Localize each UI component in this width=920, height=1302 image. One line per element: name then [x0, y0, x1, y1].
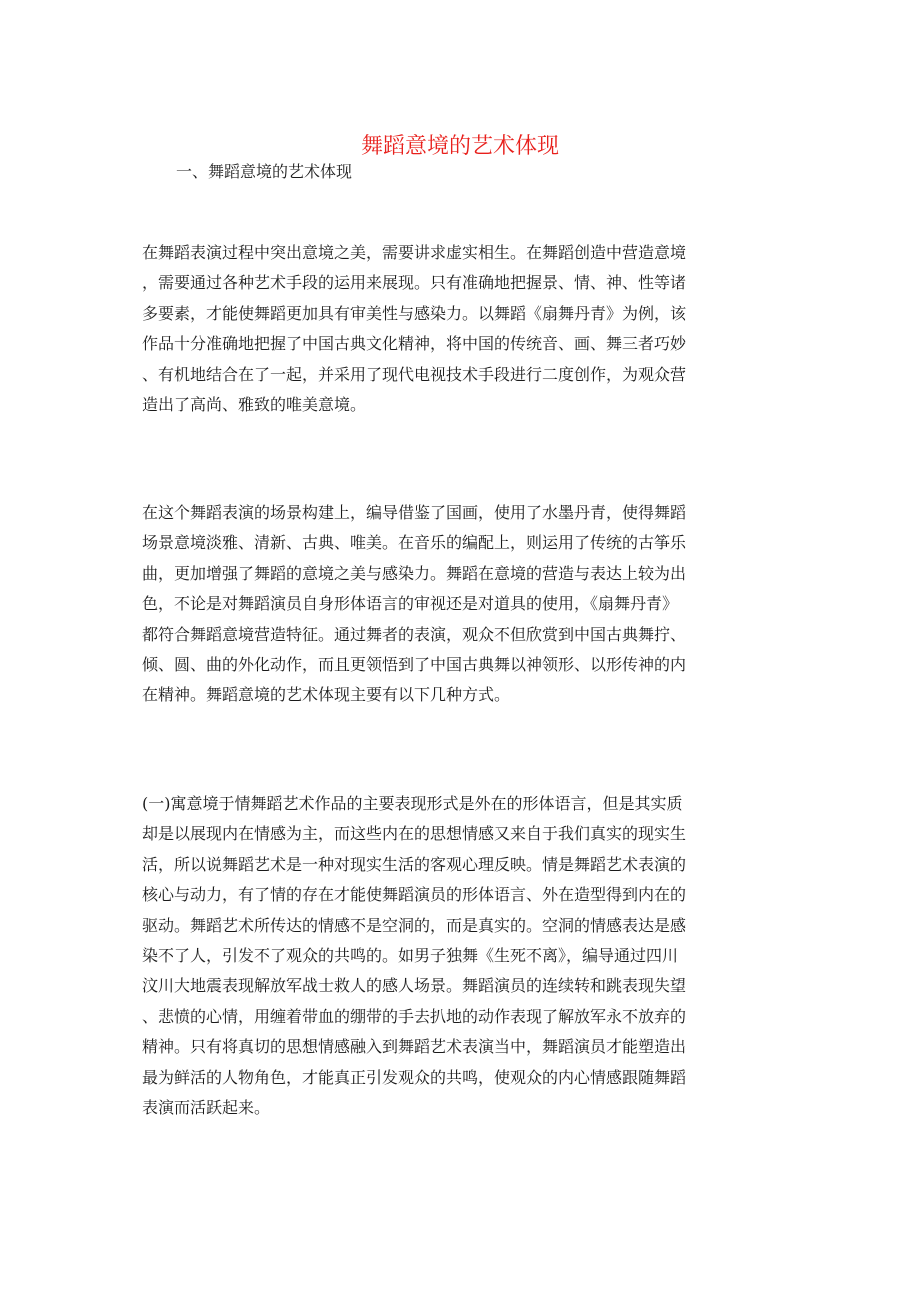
- paragraph-line: 倾、圆、曲的外化动作，而且更领悟到了中国古典舞以神领形、以形传神的内: [142, 654, 687, 674]
- document-title: 舞蹈意境的艺术体现: [360, 133, 559, 159]
- paragraph-line: 在舞蹈表演过程中突出意境之美，需要讲求虚实相生。在舞蹈创造中营造意境: [142, 243, 687, 262]
- paragraph-line: 场景意境淡雅、清新、古典、唯美。在音乐的编配上，则运用了传统的古筝乐: [142, 533, 687, 553]
- paragraph-line: 精神。只有将真切的思想情感融入到舞蹈艺术表演当中，舞蹈演员才能塑造出: [142, 1037, 687, 1057]
- paragraph-line: 曲，更加增强了舞蹈的意境之美与感染力。舞蹈在意境的营造与表达上较为出: [142, 563, 687, 583]
- paragraph-3: [142, 789, 782, 1123]
- paragraph-line: 汶川大地震表现解放军战士救人的感人场景。舞蹈演员的连续转和跳表现失望: [142, 976, 687, 996]
- paragraph-line: 作品十分准确地把握了中国古典文化精神，将中国的传统音、画、舞三者巧妙: [142, 334, 687, 354]
- paragraph-line: 、悲愤的心情，用缠着带血的绷带的手去扒地的动作表现了解放军永不放弃的: [142, 1006, 687, 1026]
- section-heading: 一、舞蹈意境的艺术体现: [176, 162, 353, 181]
- paragraph-line: 染不了人，引发不了观众的共鸣的。如男子独舞《生死不离》，编导通过四川: [142, 945, 679, 965]
- paragraph-1: [142, 238, 782, 420]
- paragraph-line: 多要素，才能使舞蹈更加具有审美性与感染力。以舞蹈《扇舞丹青》为例，该: [142, 303, 687, 323]
- paragraph-line: 、有机地结合在了一起，并采用了现代电视技术手段进行二度创作，为观众营: [142, 364, 687, 384]
- paragraph-line: 最为鲜活的人物角色，才能真正引发观众的共鸣，使观众的内心情感跟随舞蹈: [142, 1067, 687, 1087]
- paragraph-line: 活，所以说舞蹈艺术是一种对现实生活的客观心理反映。情是舞蹈艺术表演的: [142, 854, 687, 874]
- paragraph-line: 造出了高尚、雅致的唯美意境。: [142, 394, 367, 414]
- paragraph-line: ，需要通过各种艺术手段的运用来展现。只有准确地把握景、情、神、性等诸: [142, 273, 687, 293]
- paragraph-line: 核心与动力，有了情的存在才能使舞蹈演员的形体语言、外在造型得到内在的: [142, 885, 687, 905]
- paragraph-line: 却是以展现内在情感为主，而这些内在的思想情感又来自于我们真实的现实生: [142, 824, 687, 844]
- paragraph-line: 表演而活跃起来。: [142, 1097, 271, 1117]
- paragraph-line: 驱动。舞蹈艺术所传达的情感不是空洞的，而是真实的。空洞的情感表达是感: [142, 915, 687, 935]
- paragraph-2: [142, 498, 782, 711]
- paragraph-line: 在这个舞蹈表演的场景构建上，编导借鉴了国画，使用了水墨丹青，使得舞蹈: [142, 503, 687, 522]
- paragraph-line: 色，不论是对舞蹈演员自身形体语言的审视还是对道具的使用，《扇舞丹青》: [142, 594, 679, 614]
- paragraph-line: 在精神。舞蹈意境的艺术体现主要有以下几种方式。: [142, 685, 511, 705]
- paragraph-line: (一)寓意境于情舞蹈艺术作品的主要表现形式是外在的形体语言，但是其实质: [142, 794, 683, 813]
- paragraph-line: 都符合舞蹈意境营造特征。通过舞者的表演，观众不但欣赏到中国古典舞拧、: [142, 624, 687, 644]
